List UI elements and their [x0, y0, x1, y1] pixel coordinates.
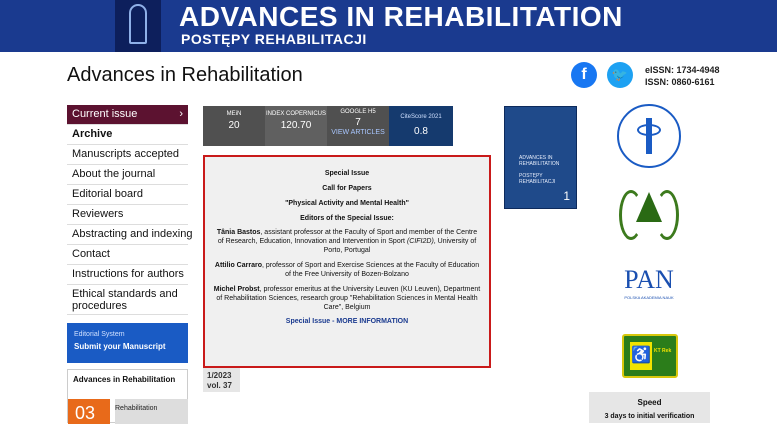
pan-logo-subtext: POLSKA AKADEMIA NAUK — [624, 295, 674, 300]
metric-label: GOOGLE H5 — [340, 109, 376, 115]
metric-value: 120.70 — [280, 120, 312, 131]
editorial-system-button[interactable] — [67, 323, 188, 363]
sidebar-item-contact[interactable]: Contact — [67, 245, 188, 265]
cover-number: 1 — [563, 189, 570, 203]
issue-badge[interactable] — [203, 368, 240, 392]
metric-label: MEiN — [226, 111, 242, 117]
call-for-papers: Call for Papers — [322, 185, 372, 192]
speed-value: 3 days to initial verification — [604, 413, 695, 420]
editor-desc: , professor of Sport and Exercise Sciences at the Faculty of Education of the Free University of Bozen-Bolzano — [261, 262, 480, 278]
journal-promo-title: Advances in Rehabilitation — [73, 375, 176, 384]
pan-logo-text: PAN — [624, 265, 674, 294]
sidebar-item-label: Current issue — [72, 108, 138, 120]
metric-label: CiteScore 2021 — [400, 114, 442, 120]
special-issue-heading: Special Issue — [324, 170, 370, 177]
eissn-text: eISSN: 1734-4948 — [645, 65, 720, 75]
speed-heading: Speed — [637, 398, 662, 407]
editor-desc: , professor emeritus at the University Leuven (KU Leuven), Department of Rehabilitation Sciences, research group "Rehabilitation Sciences in Mental Health Care", Belgium — [216, 286, 481, 311]
metric-citescore[interactable] — [389, 106, 453, 146]
metric-value: 0.8 — [414, 126, 428, 137]
editor-desc: , assistant professor at the Faculty of Sport and member of the Centre of Research, Education, Innovation and Intervention in Sport — [217, 229, 478, 245]
editor-entry — [213, 261, 481, 279]
editor-name: Michel Probst — [213, 286, 260, 293]
site-banner — [0, 0, 777, 52]
metric-mein — [203, 106, 265, 146]
awf-logo-icon[interactable] — [619, 184, 679, 246]
faculty-rehabilitation-logo-icon[interactable] — [617, 104, 681, 168]
metric-index-copernicus — [265, 106, 327, 146]
special-issue-more-link[interactable]: Special Issue - MORE INFORMATION — [285, 318, 409, 325]
metric-value: 20 — [228, 120, 240, 131]
sidebar-item-instructions[interactable]: Instructions for authors — [67, 265, 188, 285]
journal-promo-subtitle: Rehabilitation — [115, 399, 188, 424]
sidebar-item-ethical-standards[interactable]: Ethical standards and procedures — [67, 285, 188, 315]
issue-number: 1/2023 — [207, 371, 232, 380]
editorial-system-label: Editorial System — [74, 331, 125, 338]
chevron-right-icon: › — [179, 108, 183, 120]
special-issue-topic: "Physical Activity and Mental Health" — [285, 200, 409, 207]
editor-entry — [213, 228, 481, 255]
sidebar-item-about[interactable]: About the journal — [67, 165, 188, 185]
banner-title[interactable]: ADVANCES IN REHABILITATION — [179, 1, 623, 32]
sidebar-item-abstracting[interactable]: Abstracting and indexing — [67, 225, 188, 245]
page-title: Advances in Rehabilitation — [67, 64, 303, 86]
journal-promo[interactable] — [67, 369, 188, 423]
sidebar-item-current-issue[interactable] — [67, 105, 188, 125]
cover-text: ADVANCES IN REHABILITATION POSTĘPY REHABILITACJI — [519, 155, 560, 185]
banner-subtitle: POSTĘPY REHABILITACJI — [181, 31, 367, 47]
accessibility-logo-icon[interactable]: ♿ KT Rek — [622, 334, 678, 378]
metric-google-h5 — [327, 106, 389, 146]
editor-name: Tânia Bastos — [216, 229, 261, 236]
issn-text: ISSN: 0860-6161 — [645, 77, 715, 87]
sidebar-nav — [67, 105, 193, 315]
pan-logo[interactable] — [620, 265, 678, 315]
editor-desc-italic: (CIFI2D) — [406, 238, 434, 245]
facebook-icon[interactable]: f — [571, 62, 597, 88]
editor-name: Attilio Carraro — [214, 262, 262, 269]
sidebar-item-editorial-board[interactable]: Editorial board — [67, 185, 188, 205]
special-issue-box — [203, 155, 491, 368]
metric-value: 7 — [355, 117, 361, 128]
sidebar-item-archive[interactable]: Archive — [67, 125, 188, 145]
editor-entry — [213, 285, 481, 312]
view-articles-link[interactable]: VIEW ARTICLES — [331, 129, 385, 136]
statue-logo-icon[interactable] — [115, 0, 161, 52]
twitter-icon[interactable]: 🐦 — [607, 62, 633, 88]
issue-volume: vol. 37 — [207, 381, 232, 390]
editors-heading: Editors of the Special Issue: — [300, 215, 394, 222]
submit-manuscript-label: Submit your Manuscript — [74, 342, 166, 351]
metric-label: INDEX COPERNICUS — [265, 111, 326, 117]
sidebar-item-reviewers[interactable]: Reviewers — [67, 205, 188, 225]
journal-cover-thumb: 03 — [68, 399, 110, 424]
speed-box — [589, 392, 710, 423]
current-issue-cover[interactable] — [504, 106, 577, 209]
sidebar-item-manuscripts-accepted[interactable]: Manuscripts accepted — [67, 145, 188, 165]
editor-desc-end: , University of Porto, Portugal — [323, 238, 477, 254]
